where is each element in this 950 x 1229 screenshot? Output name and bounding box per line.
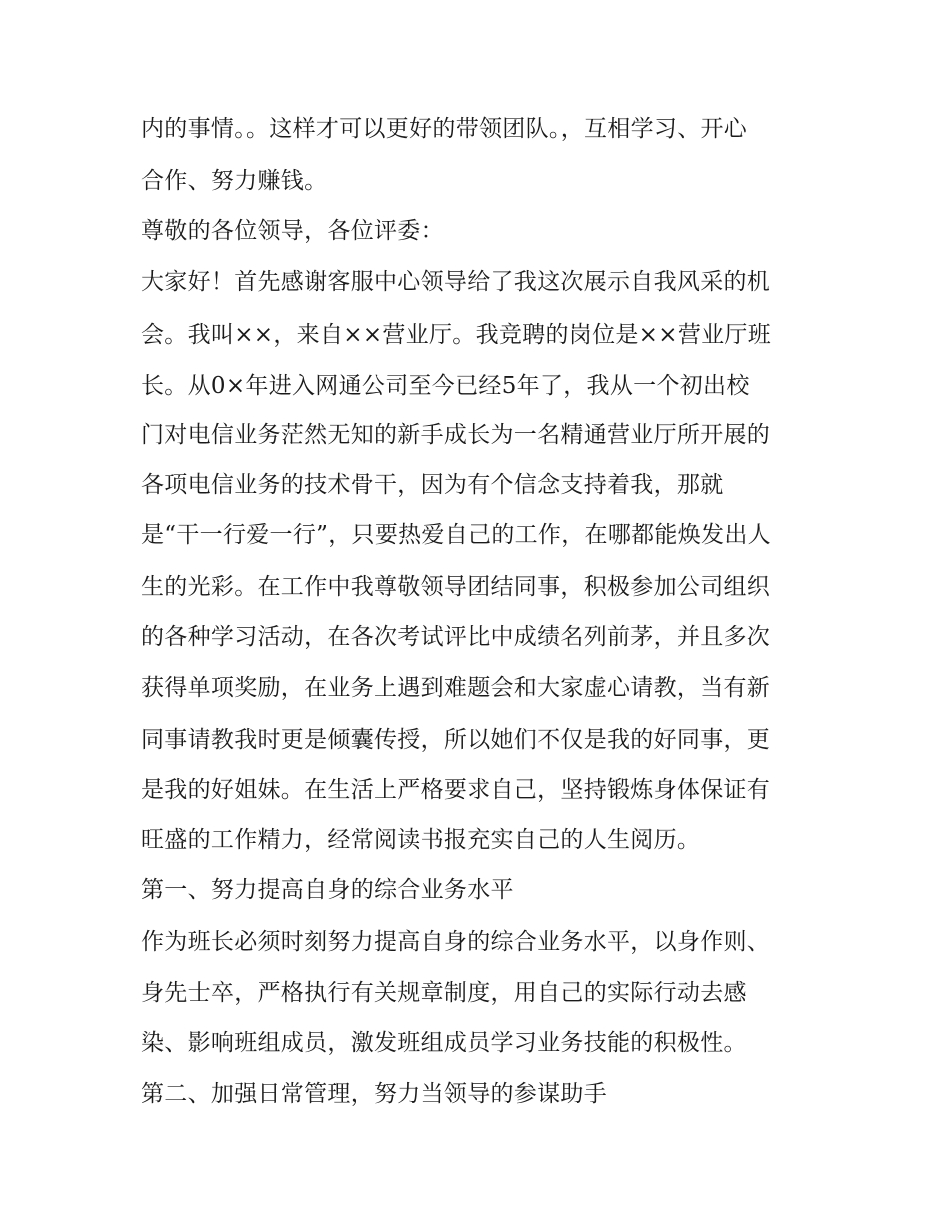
paragraph-line: 内的事情。。这样才可以更好的带领团队。，互相学习、开心 — [141, 116, 748, 142]
paragraph-line: 同事请教我时更是倾囊传授，所以她们不仅是我的好同事，更 — [141, 727, 771, 753]
paragraph-line: 各项电信业务的技术骨干，因为有个信念支持着我，那就 — [141, 472, 724, 498]
paragraph-line: 染、影响班组成员，激发班组成员学习业务技能的积极性。 — [141, 1030, 747, 1056]
paragraph-line: 获得单项奖励，在业务上遇到难题会和大家虚心请教，当有新 — [141, 675, 771, 701]
paragraph-line: 长。从0×年进入网通公司至今已经5年了，我从一个初出校 — [141, 373, 750, 399]
section-heading: 第一、努力提高自身的综合业务水平 — [141, 877, 514, 903]
paragraph-line: 身先士卒，严格执行有关规章制度，用自己的实际行动去感 — [141, 980, 747, 1006]
paragraph-line: 旺盛的工作精力，经常阅读书报充实自己的人生阅历。 — [141, 827, 701, 853]
paragraph-line: 作为班长必须时刻努力提高自身的综合业务水平，以身作则、 — [141, 929, 771, 955]
section-heading: 第二、加强日常管理，努力当领导的参谋助手 — [141, 1081, 607, 1107]
salutation-line: 尊敬的各位领导，各位评委： — [141, 218, 444, 244]
paragraph-line: 是“干一行爱一行”，只要热爱自己的工作，在哪都能焕发出人 — [141, 522, 771, 548]
paragraph-line: 生的光彩。在工作中我尊敬领导团结同事，积极参加公司组织 — [141, 574, 771, 600]
paragraph-line: 大家好！首先感谢客服中心领导给了我这次展示自我风采的机 — [141, 269, 771, 295]
paragraph-line: 合作、努力赚钱。 — [141, 168, 328, 194]
paragraph-line: 会。我叫××，来自××营业厅。我竞聘的岗位是××营业厅班 — [141, 322, 772, 348]
paragraph-line: 的各种学习活动，在各次考试评比中成绩名列前茅，并且多次 — [141, 624, 771, 650]
paragraph-line: 门对电信业务茫然无知的新手成长为一名精通营业厅所开展的 — [141, 422, 771, 448]
paragraph-line: 是我的好姐妹。在生活上严格要求自己，坚持锻炼身体保证有 — [141, 777, 771, 803]
